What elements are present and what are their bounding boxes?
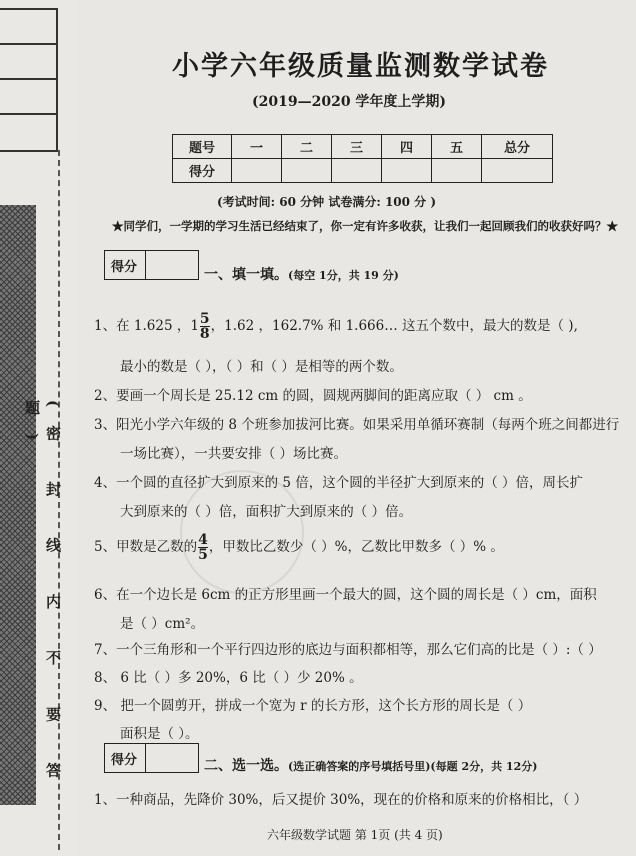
score-table [172,134,553,183]
score-entry[interactable] [482,159,553,183]
question-4a: 4、一个圆的直径扩大到原来的 5 倍，这个圆的半径扩大到原来的（ ）倍，周长扩 [94,475,584,491]
score-cell: 得分 [173,159,232,183]
question-8: 8、 6 比（ ）多 20%，6 比（ ）少 20% 。 [94,670,363,686]
question-9a: 9、 把一个圆剪开，拼成一个宽为 r 的长方形，这个长方形的周长是（ ） [94,698,532,714]
question-7: 7、一个三角形和一个平行四边形的底边与面积都相等，那么它们高的比是（ ）:（ ） [94,642,602,658]
question-6b: 是（ ）cm²。 [120,616,205,632]
question-1a [94,312,578,341]
intro-text: ★同学们，一学期的学习生活已经结束了，你一定有许多收获，让我们一起回顾我们的收获好吗？★ [112,219,618,233]
score-cell: 四 [382,135,432,159]
score-table-score-row [173,159,553,183]
q5-text: ，甲数比乙数少（ ）%，乙数比甲数多（ ）% 。 [208,539,504,555]
score-entry[interactable] [432,159,482,183]
question-9b: 面积是（ ）。 [120,726,199,742]
question-1b: 最小的数是（ ），（ ）和（ ）是相等的两个数。 [120,359,403,375]
score-cell: 题号 [173,135,232,159]
fraction-numerator: 4 [198,532,208,548]
fraction-numerator: 5 [199,311,210,327]
fraction-4-5 [198,533,208,562]
section2-question-1: 1、一种商品，先降价 30%，后又提价 30%，现在的价格和原来的价格相比，（ ） [94,792,588,808]
page-subtitle: (2019—2020 学年度上学期) [252,94,447,110]
student-info-grid [0,8,58,152]
score-cell: 一 [232,135,282,159]
fraction-5-8 [200,312,210,341]
question-4b: 大到原来的（ ）倍，面积扩大到原来的（ ）倍。 [120,504,413,520]
score-box-label: 得分 [105,744,146,773]
score-table-header-row [173,135,553,159]
q1-text: 1、在 1.625 ，1 [94,318,199,334]
section1-heading [204,264,399,284]
q1-text: ，1.62 ，162.7% 和 1.666… 这五个数中，最大的数是（ ), [210,318,578,334]
question-5 [94,533,504,562]
fraction-denominator: 8 [199,326,210,342]
score-box-label: 得分 [105,251,146,280]
section2-title: 二、选一选。 [204,758,288,774]
score-box-entry[interactable] [146,251,199,280]
section1-note: (每空 1分，共 19 分) [288,269,399,282]
binding-margin [0,0,78,856]
section2-note: (选正确答案的序号填括号里)(每题 2分，共 12分) [288,760,538,773]
score-cell: 三 [332,135,382,159]
question-2: 2、要画一个周长是 25.12 cm 的圆，圆规两脚间的距离应取（ ） cm 。 [94,388,532,404]
score-entry[interactable] [282,159,332,183]
score-cell: 总分 [482,135,553,159]
question-3b: 一场比赛），一共要安排（ ）场比赛。 [120,446,348,462]
score-cell: 五 [432,135,482,159]
fraction-denominator: 5 [198,547,208,563]
q5-text: 5、甲数是乙数的 [94,539,198,555]
section2-heading [204,755,537,775]
section1-score-box [104,250,199,280]
binding-hatch-pattern [0,205,36,805]
seal-line-text: (密 封 线 内 不 要 答 题) [23,400,62,796]
section1-title: 一、填一填。 [204,267,288,283]
section2-score-box [104,743,199,773]
score-box-entry[interactable] [146,744,199,773]
score-entry[interactable] [232,159,282,183]
score-entry[interactable] [382,159,432,183]
page-title: 小学六年级质量监测数学试卷 [172,51,549,82]
question-6a: 6、在一个边长是 6cm 的正方形里画一个最大的圆，这个圆的周长是（ ）cm，面积 [94,587,597,603]
question-3a: 3、阳光小学六年级的 8 个班参加拔河比赛。如果采用单循环赛制（每两个班之间都进行 [94,417,620,433]
score-entry[interactable] [332,159,382,183]
page-footer: 六年级数学试题 第 1页 (共 4 页) [267,828,443,842]
exam-info: (考试时间: 60 分钟 试卷满分: 100 分 ) [217,195,437,209]
score-cell: 二 [282,135,332,159]
